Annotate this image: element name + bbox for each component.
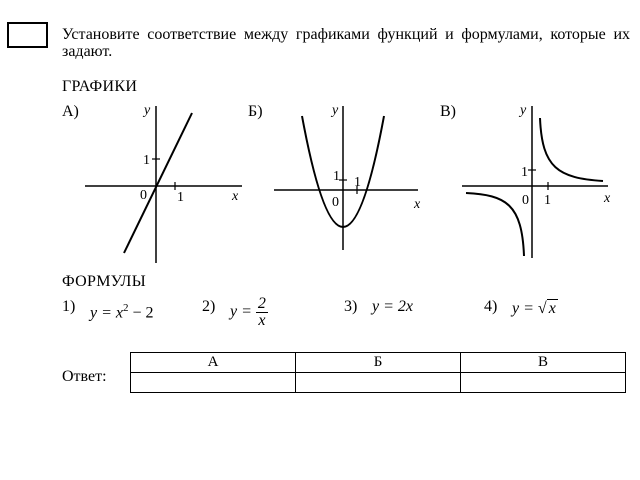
graph-b-tick-x: 1 [354,175,361,190]
answer-label: Ответ: [62,368,107,385]
graph-a [80,98,250,268]
graph-a-origin: 0 [140,188,147,203]
answer-header-v: В [461,353,626,373]
formula-1-number: 1) [62,298,76,315]
formula-2-number: 2) [202,298,216,315]
formula-3: y = 2x [372,298,413,315]
formulas-heading: ФОРМУЛЫ [62,273,146,290]
graph-b-y-label: y [332,103,339,118]
answer-cell-v[interactable] [461,373,626,393]
graph-v-origin: 0 [522,193,529,208]
graph-b-tick-y: 1 [333,169,340,184]
answer-header-a: А [131,353,296,373]
graph-v-tick-y: 1 [521,165,528,180]
graph-a-tick-x: 1 [177,190,184,205]
graph-v-x-label: x [604,191,611,206]
answer-header-b: Б [296,353,461,373]
graph-v-label: В) [440,103,456,120]
graph-b [270,98,430,258]
formula-1: $y = x^2 - 2$ [90,302,154,322]
task-statement: Установите соответствие между графиками функций и формулами, которые их задают. [62,26,630,60]
graph-a-x-label: x [232,189,239,204]
graph-v-y-label: y [520,103,527,118]
answer-table [130,352,626,393]
graph-b-label: Б) [248,103,263,120]
graph-a-y-label: y [144,103,151,118]
graph-v [458,98,618,263]
graphs-heading: ГРАФИКИ [62,78,138,95]
formula-4: y = √ x [512,300,556,317]
formula-2: y = $\frac{2}{x}$ [230,295,266,329]
formula-3-number: 3) [344,298,358,315]
graph-b-x-label: x [414,197,421,212]
graph-a-tick-y: 1 [143,153,150,168]
answer-cell-a[interactable] [131,373,296,393]
answer-cell-b[interactable] [296,373,461,393]
graph-b-origin: 0 [332,195,339,210]
task-number-box [7,22,48,48]
graph-v-tick-x: 1 [544,193,551,208]
graph-a-label: А) [62,103,79,120]
formula-4-number: 4) [484,298,498,315]
